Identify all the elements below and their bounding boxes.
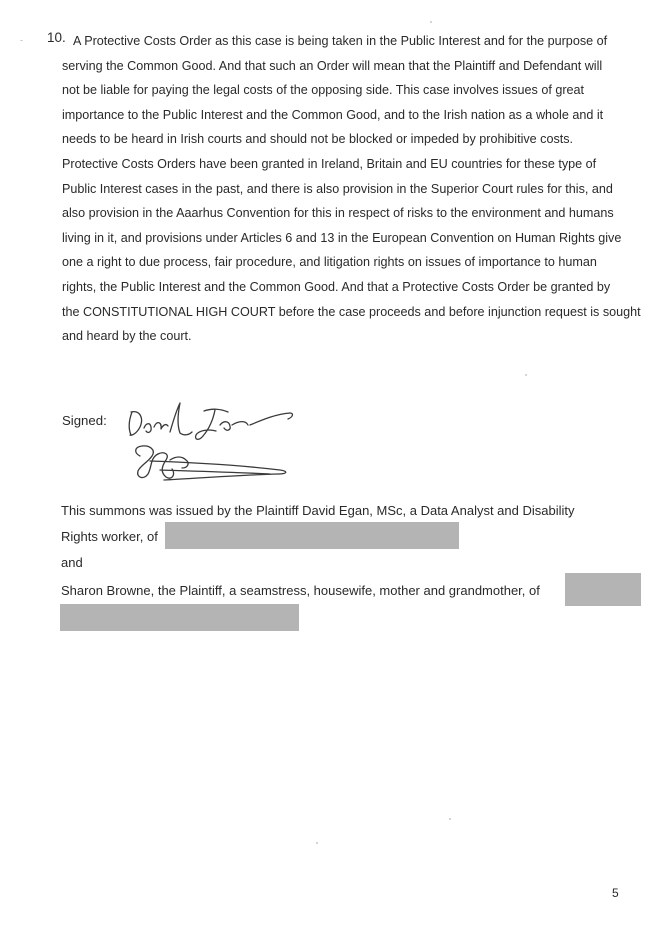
summons-line: Rights worker, of <box>61 529 158 544</box>
paragraph-line: importance to the Public Interest and the Common Good, and to the Irish nation as a whole and it <box>62 107 604 122</box>
scan-speck <box>430 21 432 23</box>
signed-label: Signed: <box>62 413 107 428</box>
page-number: 5 <box>612 886 619 900</box>
summons-line: Sharon Browne, the Plaintiff, a seamstress, housewife, mother and grandmother, of <box>61 583 540 598</box>
handwritten-signature <box>120 398 305 490</box>
summons-line: This summons was issued by the Plaintiff David Egan, MSc, a Data Analyst and Disability <box>61 503 575 518</box>
scan-speck <box>20 40 23 41</box>
paragraph-line: needs to be heard in Irish courts and should not be blocked or impeded by prohibitive costs. <box>62 132 574 147</box>
paragraph-line: serving the Common Good. And that such an Order will mean that the Plaintiff and Defendant will <box>62 58 603 73</box>
redacted-address <box>60 604 299 631</box>
paragraph-line: rights, the Public Interest and the Common Good. And that a Protective Costs Order be granted by <box>62 279 611 294</box>
paragraph-line: also provision in the Aaarhus Convention for this in respect of risks to the environment and humans <box>62 206 614 221</box>
paragraph-line: not be liable for paying the legal costs of the opposing side. This case involves issues of great <box>62 83 585 98</box>
paragraph-line: living in it, and provisions under Articles 6 and 13 in the European Convention on Human Rights give <box>62 230 622 245</box>
paragraph-line: Protective Costs Orders have been granted in Ireland, Britain and EU countries for these type of <box>62 156 597 171</box>
paragraph-line: and heard by the court. <box>62 329 192 344</box>
scan-speck <box>525 374 527 376</box>
paragraph-line: A Protective Costs Order as this case is being taken in the Public Interest and for the purpose of <box>73 34 608 48</box>
paragraph-body <box>62 29 641 349</box>
summons-line: and <box>61 555 83 570</box>
scan-speck <box>316 842 318 844</box>
paragraph-line: one a right to due process, fair procedure, and litigation rights on issues of importance to human <box>62 255 597 270</box>
paragraph-line: the CONSTITUTIONAL HIGH COURT before the case proceeds and before injunction request is sought <box>62 304 641 319</box>
redacted-address <box>565 573 641 606</box>
paragraph-number: 10. <box>47 30 66 45</box>
scan-speck <box>449 818 451 820</box>
paragraph-line: Public Interest cases in the past, and there is also provision in the Superior Court rules for this, and <box>62 181 613 196</box>
redacted-address <box>165 522 459 549</box>
